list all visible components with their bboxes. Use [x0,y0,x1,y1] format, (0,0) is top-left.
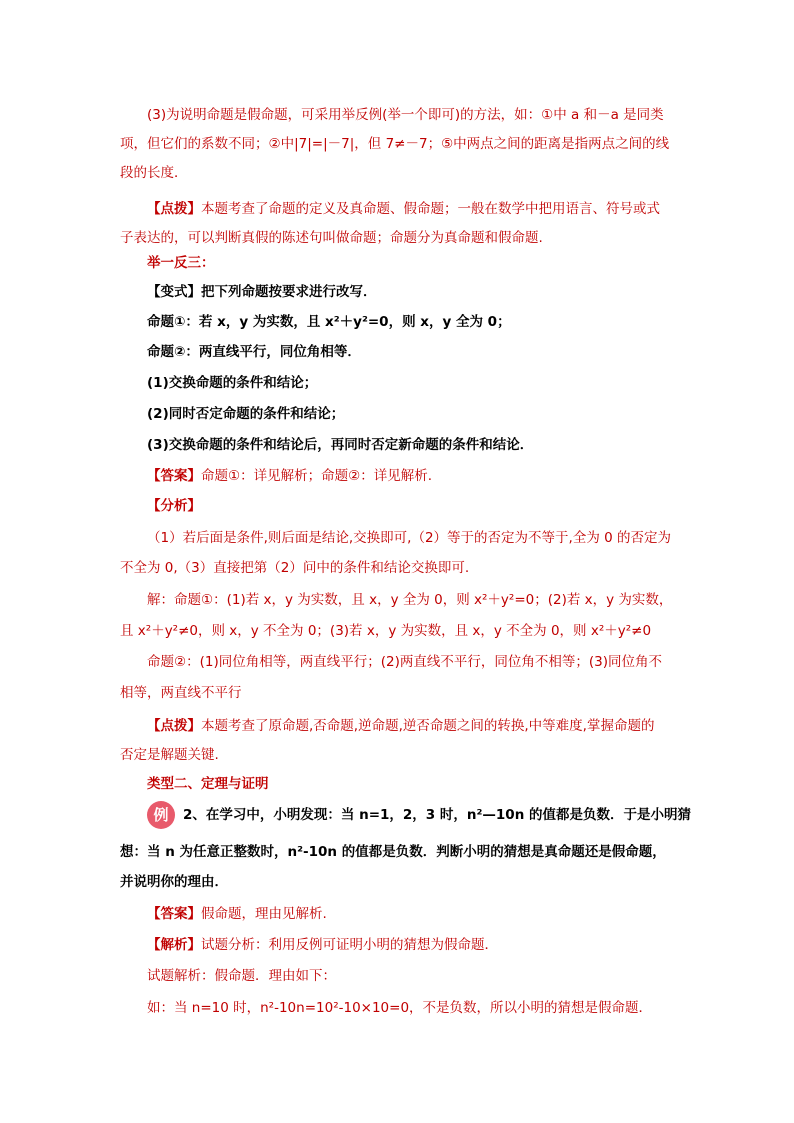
variant-prop2: 命题②：两直线平行，同位角相等． [147,344,361,360]
example2-text1: 2、在学习中，小明发现：当 n=1，2，3 时，n²—10n 的值都是负数．于是小明猜 [183,807,692,823]
variant-q1: (1)交换命题的条件和结论； [147,375,318,391]
solution-line2: 且 x²＋y²≠0，则 x，y 不全为 0；(3)若 x，y 为实数，且 x，y 不全为 0，则 x²＋y²≠0 [120,623,652,639]
solution-line3: 命题②：(1)同位角相等，两直线平行；(2)两直线不平行，同位角不相等；(3)同位角不 [147,654,662,670]
variant-q2: (2)同时否定命题的条件和结论； [147,406,345,422]
tip2-tag: 【点拨】 [147,718,201,734]
solution-line1: 解：命题①：(1)若 x，y 为实数，且 x，y 全为 0，则 x²＋y²=0；(2)若 x，y 为实数， [147,592,673,608]
tip1-line2: 子表达的，可以判断真假的陈述句叫做命题；命题分为真命题和假命题. [120,230,543,246]
tip2-text: 本题考查了原命题,否命题,逆命题,逆否命题之间的转换,中等难度,掌握命题的 [201,718,655,734]
example2-line2: 想：当 n 为任意正整数时，n²-10n 的值都是负数．判断小明的猜想是真命题还是假命题， [120,844,666,860]
tip1-line1 [147,199,660,219]
variant-title: 把下列命题按要求进行改写． [201,284,377,300]
analysis1-line2: 不全为 0,（3）直接把第（2）问中的条件和结论交换即可. [120,560,470,576]
tip1-text: 本题考查了命题的定义及真命题、假命题；一般在数学中把用语言、符号或式 [201,201,660,217]
section-type2-heading: 类型二、定理与证明 [147,776,269,792]
example2-line3: 并说明你的理由． [120,874,228,890]
variant-q3: (3)交换命题的条件和结论后，再同时否定新命题的条件和结论． [147,437,534,453]
answer1-text: 命题①：详见解析；命题②：详见解析. [201,468,432,484]
example2-line1 [147,800,691,830]
analysis2-text: 试题分析：利用反例可证明小明的猜想为假命题． [201,937,498,953]
section-fan-heading: 举一反三： [147,255,215,271]
analysis1-line1: （1）若后面是条件,则后面是结论,交换即可,（2）等于的否定为不等于,全为 0 的否定为 [147,530,672,546]
answer2-line [147,904,327,924]
analysis2-line3: 如：当 n=10 时，n²-10n=10²-10×10=0，不是负数，所以小明的猜想是假命题． [147,1000,653,1016]
part3-line3: 段的长度． [120,165,188,181]
answer1-line [147,466,432,486]
analysis2-line1 [147,935,498,955]
solution-line4: 相等，两直线不平行 [120,685,242,701]
tip-tag: 【点拨】 [147,201,201,217]
analysis2-tag: 【解析】 [147,937,201,953]
analysis1-tag: 【分析】 [147,498,201,514]
variant-tag: 【变式】 [147,284,201,300]
part3-line2: 项，但它们的系数不同；②中|7|=|－7|，但 7≠－7；⑤中两点之间的距离是指两点之间的线 [120,136,670,152]
tip2-line1 [147,716,654,736]
answer-tag: 【答案】 [147,468,201,484]
answer2-text: 假命题，理由见解析. [201,906,327,922]
variant-title-line [147,282,377,302]
tip2-line2: 否定是解题关键. [120,747,219,763]
variant-prop1: 命题①：若 x，y 为实数，且 x²＋y²=0，则 x，y 全为 0； [147,314,511,330]
analysis2-line2: 试题解析：假命题．理由如下： [147,968,336,984]
answer2-tag: 【答案】 [147,906,201,922]
example-badge-icon: 例 [147,801,175,829]
part3-line1: (3)为说明命题是假命题，可采用举反例(举一个即可)的方法，如：①中 a 和－a 是同类 [147,107,664,123]
